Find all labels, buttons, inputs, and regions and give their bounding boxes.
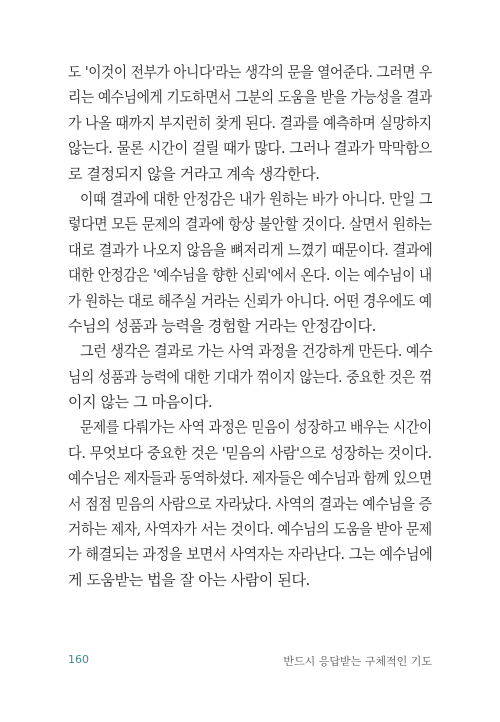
text-line: 도 '이것이 전부가 아니다'라는 생각의 문을 열어준다. 그러면 우 xyxy=(68,63,432,81)
page-number: 160 xyxy=(68,653,89,666)
text-line: 수님의 성품과 능력을 경험할 거라는 안정감이다. xyxy=(68,316,377,335)
text-line: 가 원하는 대로 해주실 거라는 신뢰가 아니다. 어떤 경우에도 예 xyxy=(68,291,432,310)
paragraph-first-line: 그런 생각은 결과로 가는 사역 과정을 건강하게 만든다. 예수 xyxy=(80,342,433,361)
text-line: 가 나올 때까지 부지런히 찾게 된다. 결과를 예측하며 실망하지 xyxy=(68,113,432,132)
text-line: 님의 성품과 능력에 대한 기대가 꺾이지 않는다. 중요한 것은 꺾 xyxy=(68,367,432,386)
text-line: 게 도움받는 법을 잘 아는 사람이 된다. xyxy=(68,570,310,589)
page-footer xyxy=(68,653,432,669)
paragraph-first-line: 이때 결과에 대한 안정감은 내가 원하는 바가 아니다. 만일 그 xyxy=(79,189,433,208)
text-line: 렇다면 모든 문제의 결과에 항상 불안할 것이다. 살면서 원하는 xyxy=(68,215,432,234)
text-line: 대한 안정감은 '예수님을 향한 신뢰'에서 온다. 이는 예수님이 내 xyxy=(68,266,432,285)
text-line: 거하는 제자, 사역자가 서는 것이다. 예수님의 도움을 받아 문제 xyxy=(68,520,432,539)
text-line: 서 점점 믿음의 사람으로 자라났다. 사역의 결과는 예수님을 증 xyxy=(68,494,432,513)
paragraph-first-line: 문제를 다뤄가는 사역 과정은 믿음이 성장하고 배우는 시간이 xyxy=(79,418,432,437)
text-line: 다. 무엇보다 중요한 것은 '믿음의 사람'으로 성장하는 것이다. xyxy=(68,443,432,462)
body-text xyxy=(68,60,432,593)
text-line: 대로 결과가 나오지 않음을 뼈저리게 느꼈기 때문이다. 결과에 xyxy=(68,240,433,259)
text-line: 예수님은 제자들과 동역하셨다. 제자들은 예수님과 함께 있으면 xyxy=(68,469,432,488)
text-line: 이지 않는 그 마음이다. xyxy=(68,393,213,412)
text-line: 리는 예수님에게 기도하면서 그분의 도움을 받을 가능성을 결과 xyxy=(68,88,432,107)
text-line: 로 결정되지 않을 거라고 계속 생각한다. xyxy=(68,164,320,183)
text-line: 않는다. 물론 시간이 걸릴 때가 많다. 그러나 결과가 막막함으 xyxy=(68,139,432,158)
running-title: 반드시 응답받는 구체적인 기도 xyxy=(283,655,432,668)
text-line: 가 해결되는 과정을 보면서 사역자는 자라난다. 그는 예수님에 xyxy=(68,545,433,564)
